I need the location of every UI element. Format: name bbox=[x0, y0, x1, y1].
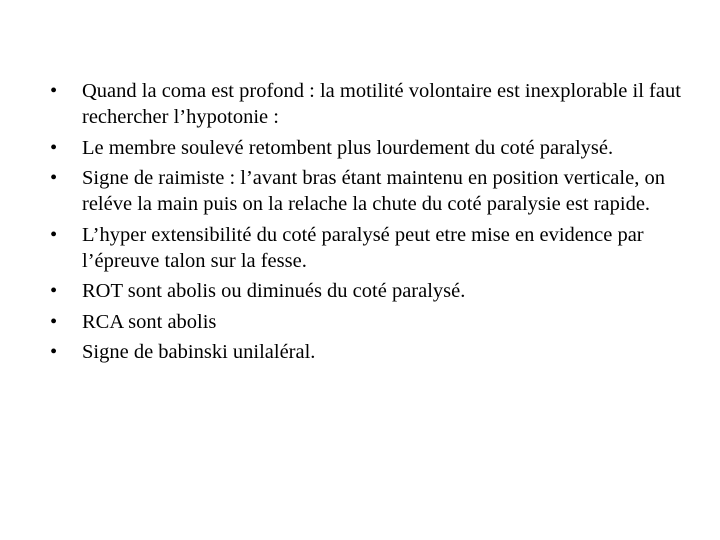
bullet-marker: • bbox=[50, 223, 58, 246]
bullet-list bbox=[50, 78, 690, 369]
bullet-marker: • bbox=[50, 166, 58, 189]
bullet-text: L’hyper extensibilité du coté paralysé peut etre mise en evidence par l’épreuve talon sur la fesse. bbox=[82, 223, 644, 272]
bullet-marker: • bbox=[50, 136, 58, 159]
bullet-text: Signe de raimiste : l’avant bras étant maintenu en position verticale, on reléve la main puis on la relache la chute du coté paralysie est rapide. bbox=[82, 166, 665, 216]
bullet-item bbox=[50, 165, 690, 217]
bullet-text: Quand la coma est profond : la motilité volontaire est inexplorable il faut rechercher l’hypotonie : bbox=[82, 80, 681, 129]
bullet-text: Le membre soulevé retombent plus lourdement du coté paralysé. bbox=[82, 136, 614, 159]
bullet-marker: • bbox=[50, 310, 58, 333]
bullet-item bbox=[50, 78, 690, 130]
bullet-text: Signe de babinski unilaléral. bbox=[82, 340, 316, 363]
bullet-item bbox=[50, 278, 690, 304]
bullet-text: ROT sont abolis ou diminués du coté paralysé. bbox=[82, 280, 466, 303]
bullet-marker: • bbox=[50, 80, 58, 102]
bullet-marker: • bbox=[50, 340, 58, 363]
bullet-item bbox=[50, 135, 690, 161]
bullet-item bbox=[50, 309, 690, 335]
bullet-marker: • bbox=[50, 280, 58, 303]
bullet-text: RCA sont abolis bbox=[82, 310, 217, 333]
bullet-item bbox=[50, 222, 690, 274]
bullet-item bbox=[50, 339, 690, 365]
